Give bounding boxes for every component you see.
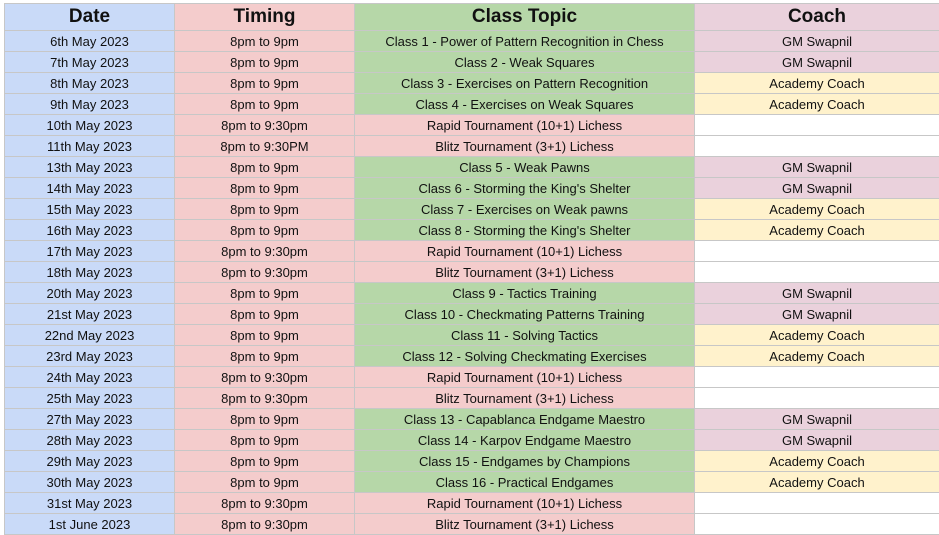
- coach-cell[interactable]: Academy Coach: [695, 451, 939, 472]
- date-cell[interactable]: 24th May 2023: [5, 367, 175, 388]
- coach-cell[interactable]: [695, 136, 939, 157]
- class-topic-cell[interactable]: Class 14 - Karpov Endgame Maestro: [355, 430, 695, 451]
- timing-cell[interactable]: 8pm to 9:30pm: [175, 115, 355, 136]
- class-topic-cell[interactable]: Blitz Tournament (3+1) Lichess: [355, 514, 695, 535]
- coach-cell[interactable]: [695, 493, 939, 514]
- timing-cell[interactable]: 8pm to 9pm: [175, 73, 355, 94]
- date-cell[interactable]: 30th May 2023: [5, 472, 175, 493]
- timing-cell[interactable]: 8pm to 9:30pm: [175, 367, 355, 388]
- timing-cell[interactable]: 8pm to 9pm: [175, 451, 355, 472]
- class-topic-header[interactable]: Class Topic: [355, 4, 695, 31]
- date-cell[interactable]: 27th May 2023: [5, 409, 175, 430]
- timing-cell[interactable]: 8pm to 9pm: [175, 430, 355, 451]
- class-topic-cell[interactable]: Class 13 - Capablanca Endgame Maestro: [355, 409, 695, 430]
- coach-cell[interactable]: [695, 115, 939, 136]
- coach-cell[interactable]: Academy Coach: [695, 220, 939, 241]
- table-row: [5, 514, 939, 535]
- coach-cell[interactable]: Academy Coach: [695, 73, 939, 94]
- date-cell[interactable]: 7th May 2023: [5, 52, 175, 73]
- class-topic-cell[interactable]: Class 3 - Exercises on Pattern Recognition: [355, 73, 695, 94]
- timing-cell[interactable]: 8pm to 9:30pm: [175, 388, 355, 409]
- date-cell[interactable]: 14th May 2023: [5, 178, 175, 199]
- coach-cell[interactable]: GM Swapnil: [695, 283, 939, 304]
- timing-cell[interactable]: 8pm to 9pm: [175, 409, 355, 430]
- coach-cell[interactable]: Academy Coach: [695, 94, 939, 115]
- coach-cell[interactable]: GM Swapnil: [695, 409, 939, 430]
- coach-header[interactable]: Coach: [695, 4, 939, 31]
- date-cell[interactable]: 9th May 2023: [5, 94, 175, 115]
- table-row: [5, 493, 939, 514]
- class-topic-cell[interactable]: Blitz Tournament (3+1) Lichess: [355, 262, 695, 283]
- table-row: [5, 283, 939, 304]
- date-cell[interactable]: 6th May 2023: [5, 31, 175, 52]
- table-row: [5, 94, 939, 115]
- coach-cell[interactable]: [695, 388, 939, 409]
- class-topic-cell[interactable]: Class 4 - Exercises on Weak Squares: [355, 94, 695, 115]
- timing-cell[interactable]: 8pm to 9pm: [175, 283, 355, 304]
- date-cell[interactable]: 29th May 2023: [5, 451, 175, 472]
- table-row: [5, 388, 939, 409]
- timing-cell[interactable]: 8pm to 9pm: [175, 31, 355, 52]
- timing-cell[interactable]: 8pm to 9pm: [175, 157, 355, 178]
- table-row: [5, 157, 939, 178]
- timing-cell[interactable]: 8pm to 9pm: [175, 304, 355, 325]
- coach-cell[interactable]: GM Swapnil: [695, 430, 939, 451]
- table-row: [5, 451, 939, 472]
- timing-cell[interactable]: 8pm to 9pm: [175, 52, 355, 73]
- coach-cell[interactable]: Academy Coach: [695, 346, 939, 367]
- date-cell[interactable]: 13th May 2023: [5, 157, 175, 178]
- table-row: [5, 430, 939, 451]
- timing-cell[interactable]: 8pm to 9pm: [175, 325, 355, 346]
- class-topic-cell[interactable]: Class 5 - Weak Pawns: [355, 157, 695, 178]
- date-cell[interactable]: 20th May 2023: [5, 283, 175, 304]
- date-cell[interactable]: 23rd May 2023: [5, 346, 175, 367]
- timing-cell[interactable]: 8pm to 9:30pm: [175, 241, 355, 262]
- table-row: [5, 115, 939, 136]
- table-row: [5, 346, 939, 367]
- header-row: [5, 4, 939, 31]
- class-topic-cell[interactable]: Rapid Tournament (10+1) Lichess: [355, 493, 695, 514]
- class-topic-cell[interactable]: Class 2 - Weak Squares: [355, 52, 695, 73]
- table-row: [5, 304, 939, 325]
- coach-cell[interactable]: [695, 514, 939, 535]
- date-cell[interactable]: 21st May 2023: [5, 304, 175, 325]
- table-row: [5, 472, 939, 493]
- timing-cell[interactable]: 8pm to 9pm: [175, 94, 355, 115]
- coach-cell[interactable]: [695, 241, 939, 262]
- timing-cell[interactable]: 8pm to 9:30pm: [175, 493, 355, 514]
- schedule-table: [4, 3, 939, 535]
- coach-cell[interactable]: GM Swapnil: [695, 31, 939, 52]
- timing-cell[interactable]: 8pm to 9:30PM: [175, 136, 355, 157]
- schedule-body: [5, 31, 939, 535]
- table-row: [5, 136, 939, 157]
- class-topic-cell[interactable]: Class 10 - Checkmating Patterns Training: [355, 304, 695, 325]
- class-topic-cell[interactable]: Class 12 - Solving Checkmating Exercises: [355, 346, 695, 367]
- class-topic-cell[interactable]: Rapid Tournament (10+1) Lichess: [355, 115, 695, 136]
- date-cell[interactable]: 18th May 2023: [5, 262, 175, 283]
- timing-cell[interactable]: 8pm to 9pm: [175, 199, 355, 220]
- coach-cell[interactable]: [695, 367, 939, 388]
- table-row: [5, 31, 939, 52]
- date-cell[interactable]: 15th May 2023: [5, 199, 175, 220]
- timing-cell[interactable]: 8pm to 9pm: [175, 220, 355, 241]
- coach-cell[interactable]: GM Swapnil: [695, 178, 939, 199]
- date-cell[interactable]: 11th May 2023: [5, 136, 175, 157]
- table-row: [5, 241, 939, 262]
- table-row: [5, 409, 939, 430]
- table-row: [5, 325, 939, 346]
- class-topic-cell[interactable]: Class 7 - Exercises on Weak pawns: [355, 199, 695, 220]
- table-row: [5, 262, 939, 283]
- date-cell[interactable]: 31st May 2023: [5, 493, 175, 514]
- class-topic-cell[interactable]: Class 16 - Practical Endgames: [355, 472, 695, 493]
- class-topic-cell[interactable]: Blitz Tournament (3+1) Lichess: [355, 136, 695, 157]
- class-topic-cell[interactable]: Rapid Tournament (10+1) Lichess: [355, 241, 695, 262]
- class-topic-cell[interactable]: Rapid Tournament (10+1) Lichess: [355, 367, 695, 388]
- date-cell[interactable]: 17th May 2023: [5, 241, 175, 262]
- date-cell[interactable]: 28th May 2023: [5, 430, 175, 451]
- table-row: [5, 73, 939, 94]
- date-cell[interactable]: 25th May 2023: [5, 388, 175, 409]
- timing-header[interactable]: Timing: [175, 4, 355, 31]
- class-topic-cell[interactable]: Class 8 - Storming the King's Shelter: [355, 220, 695, 241]
- table-row: [5, 178, 939, 199]
- coach-cell[interactable]: [695, 262, 939, 283]
- table-row: [5, 367, 939, 388]
- timing-cell[interactable]: 8pm to 9:30pm: [175, 262, 355, 283]
- coach-cell[interactable]: Academy Coach: [695, 325, 939, 346]
- class-topic-cell[interactable]: Class 6 - Storming the King's Shelter: [355, 178, 695, 199]
- coach-cell[interactable]: Academy Coach: [695, 199, 939, 220]
- timing-cell[interactable]: 8pm to 9pm: [175, 178, 355, 199]
- coach-cell[interactable]: GM Swapnil: [695, 52, 939, 73]
- date-cell[interactable]: 16th May 2023: [5, 220, 175, 241]
- timing-cell[interactable]: 8pm to 9pm: [175, 472, 355, 493]
- table-row: [5, 220, 939, 241]
- class-topic-cell[interactable]: Class 9 - Tactics Training: [355, 283, 695, 304]
- class-topic-cell[interactable]: Class 15 - Endgames by Champions: [355, 451, 695, 472]
- class-topic-cell[interactable]: Class 11 - Solving Tactics: [355, 325, 695, 346]
- date-cell[interactable]: 10th May 2023: [5, 115, 175, 136]
- date-cell[interactable]: 22nd May 2023: [5, 325, 175, 346]
- date-cell[interactable]: 1st June 2023: [5, 514, 175, 535]
- coach-cell[interactable]: GM Swapnil: [695, 157, 939, 178]
- table-row: [5, 52, 939, 73]
- timing-cell[interactable]: 8pm to 9:30pm: [175, 514, 355, 535]
- coach-cell[interactable]: Academy Coach: [695, 472, 939, 493]
- table-row: [5, 199, 939, 220]
- coach-cell[interactable]: GM Swapnil: [695, 304, 939, 325]
- date-cell[interactable]: 8th May 2023: [5, 73, 175, 94]
- date-header[interactable]: Date: [5, 4, 175, 31]
- timing-cell[interactable]: 8pm to 9pm: [175, 346, 355, 367]
- class-topic-cell[interactable]: Class 1 - Power of Pattern Recognition in Chess: [355, 31, 695, 52]
- class-topic-cell[interactable]: Blitz Tournament (3+1) Lichess: [355, 388, 695, 409]
